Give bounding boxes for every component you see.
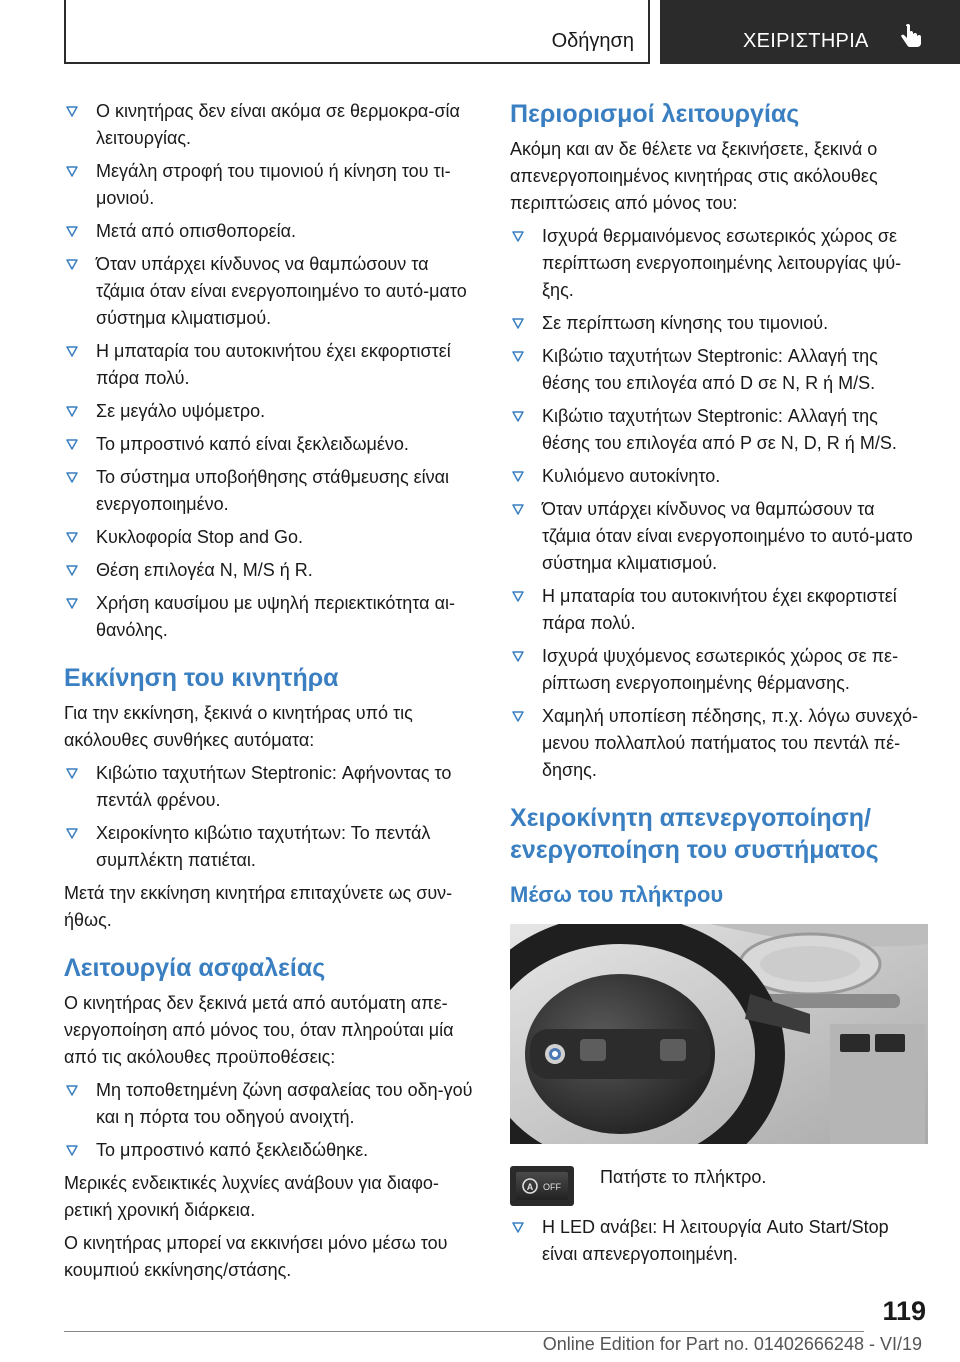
list-item-text: Η μπαταρία του αυτοκινήτου έχει εκφορτιστεί πάρα πολύ. [96,341,451,388]
list-item-text: Κιβώτιο ταχυτήτων Steptronic: Αλλαγή της θέσης του επιλογέα από P σε N, D, R ή M/S. [542,406,897,453]
list-item [510,463,928,490]
list-item [64,557,482,584]
triangle-bullet-icon [512,471,524,482]
list-item-text: Θέση επιλογέα N, M/S ή R. [96,560,313,580]
triangle-bullet-icon [512,231,524,242]
triangle-bullet-icon [66,1145,78,1156]
svg-text:A: A [526,1182,534,1192]
safety-para-2: Ο κινητήρας μπορεί να εκκινήσει μόνο μέσω του κουμπιού εκκίνησης/στάσης. [64,1233,448,1280]
manual-subheading: Μέσω του πλήκτρου [510,882,724,907]
list-item [510,343,928,397]
press-button-instruction: Πατήστε το πλήκτρο. [600,1167,767,1187]
list-item [64,760,482,814]
list-item-text: Το μπροστινό καπό ξεκλειδώθηκε. [96,1140,369,1160]
page-number: 119 [882,1296,926,1326]
list-item [64,158,482,212]
list-item [64,1137,482,1164]
engine-start-bullets [64,760,482,874]
safety-bullets [64,1077,482,1164]
triangle-bullet-icon [512,651,524,662]
list-item-text: Χειροκίνητο κιβώτιο ταχυτήτων: Το πεντάλ συμπλέκτη πατιέται. [96,823,431,870]
triangle-bullet-icon [66,439,78,450]
triangle-bullet-icon [66,565,78,576]
triangle-bullet-icon [66,166,78,177]
list-item-text: Σε περίπτωση κίνησης του τιμονιού. [542,313,829,333]
triangle-bullet-icon [66,346,78,357]
engine-start-after: Μετά την εκκίνηση κινητήρα επιταχύνετε ως συν-ήθως. [64,883,453,930]
steering-wheel-photo [510,924,928,1144]
limits-heading: Περιορισμοί λειτουργίας [510,100,800,128]
header-chapter-tab [660,0,960,64]
triangle-bullet-icon [512,351,524,362]
list-item-text: Κιβώτιο ταχυτήτων Steptronic: Αφήνοντας το πεντάλ φρένου. [96,763,452,810]
manual-bullets [510,1214,928,1268]
off-button-row [510,1166,928,1214]
safety-heading: Λειτουργία ασφαλείας [64,954,326,982]
engine-start-intro: Για την εκκίνηση, ξεκινά ο κινητήρας υπό τις ακόλουθες συνθήκες αυτόματα: [64,703,413,750]
list-item-text: Κυλιόμενο αυτοκίνητο. [542,466,721,486]
safety-para-1: Μερικές ενδεικτικές λυχνίες ανάβουν για διαφο-ρετική χρονική διάρκεια. [64,1173,439,1220]
list-item-text: Σε μεγάλο υψόμετρο. [96,401,266,421]
list-item [64,218,482,245]
triangle-bullet-icon [512,504,524,515]
triangle-bullet-icon [66,106,78,117]
safety-intro: Ο κινητήρας δεν ξεκινά μετά από αυτόματη απε-νεργοποίηση από μόνος του, όταν πληρούται μία από τις ακόλουθες προϋποθέσεις: [64,993,454,1067]
triangle-bullet-icon [66,472,78,483]
limits-intro: Ακόμη και αν δε θέλετε να ξεκινήσετε, ξεκινά ο απενεργοποιημένος κινητήρας στις ακόλουθες περιπτώσεις από μόνος του: [510,139,878,213]
list-item-text: Το σύστημα υποβοήθησης στάθμευσης είναι ενεργοποιημένο. [96,467,450,514]
footer-edition: Online Edition for Part no. 01402666248 - VI/19 [542,1334,922,1354]
list-item-text: Ο κινητήρας δεν είναι ακόμα σε θερμοκρα-σία λειτουργίας. [96,101,460,148]
list-item-text: Μετά από οπισθοπορεία. [96,221,297,241]
header-section-tab [64,0,650,64]
auto-start-stop-button[interactable] [510,1166,574,1206]
limits-bullets [510,223,928,784]
list-item [64,464,482,518]
header-chapter-label: ΧΕΙΡΙΣΤΗΡΙΑ [743,30,869,52]
list-item [64,398,482,425]
list-item-text: Η LED ανάβει: Η λειτουργία Auto Start/Stop είναι απενεργοποιημένη. [542,1217,889,1264]
triangle-bullet-icon [66,406,78,417]
list-item [510,1214,928,1268]
list-item [64,431,482,458]
steering-wheel-illustration [510,924,928,1144]
list-item [510,223,928,304]
list-item-text: Μη τοποθετημένη ζώνη ασφαλείας του οδη-γού και η πόρτα του οδηγού ανοιχτή. [96,1080,473,1127]
list-item [510,643,928,697]
triangle-bullet-icon [66,226,78,237]
triangle-bullet-icon [66,532,78,543]
list-item-text: Κιβώτιο ταχυτήτων Steptronic: Αλλαγή της θέσης του επιλογέα από D σε N, R ή M/S. [542,346,878,393]
list-item-text: Χαμηλή υποπίεση πέδησης, π.χ. λόγω συνεχό-μενου πολλαπλού πατήματος του πεντάλ πέ-δησης. [542,706,919,780]
list-item [64,98,482,152]
off-label: OFF [543,1182,561,1192]
list-item [510,703,928,784]
hand-pointer-icon [900,24,922,50]
triangle-bullet-icon [66,828,78,839]
list-item [64,338,482,392]
left-column [64,98,482,1290]
list-item [64,820,482,874]
list-item [510,496,928,577]
list-item [64,590,482,644]
manual-heading: Χειροκίνητη απενεργοποίηση/ ενεργοποίηση του συστήματος [510,804,879,864]
auto-start-stop-icon [516,1172,568,1200]
list-item [510,310,928,337]
triangle-bullet-icon [512,318,524,329]
header-section-label: Οδήγηση [551,30,634,52]
list-item-text: Ισχυρά θερμαινόμενος εσωτερικός χώρος σε περίπτωση ενεργοποιημένης λειτουργίας ψύ-ξης. [542,226,902,300]
triangle-bullet-icon [66,768,78,779]
list-item [64,1077,482,1131]
list-item-text: Μεγάλη στροφή του τιμονιού ή κίνηση του τι-μονιού. [96,161,451,208]
list-item-text: Χρήση καυσίμου με υψηλή περιεκτικότητα αι-θανόλης. [96,593,455,640]
triangle-bullet-icon [66,598,78,609]
triangle-bullet-icon [512,1222,524,1233]
list-item-text: Όταν υπάρχει κίνδυνος να θαμπώσουν τα τζάμια όταν είναι ενεργοποιημένο το αυτό-ματο σύστημα κλιματισμού. [96,254,467,328]
triangle-bullet-icon [512,591,524,602]
list-item-text: Το μπροστινό καπό είναι ξεκλειδωμένο. [96,434,409,454]
list-item [64,251,482,332]
triangle-bullet-icon [512,411,524,422]
triangle-bullet-icon [66,1085,78,1096]
list-item-text: Η μπαταρία του αυτοκινήτου έχει εκφορτιστεί πάρα πολύ. [542,586,897,633]
list-item [510,583,928,637]
list-item [510,403,928,457]
list-item-text: Όταν υπάρχει κίνδυνος να θαμπώσουν τα τζάμια όταν είναι ενεργοποιημένο το αυτό-ματο σύστημα κλιματισμού. [542,499,913,573]
triangle-bullet-icon [66,259,78,270]
left-bullet-list [64,98,482,644]
triangle-bullet-icon [512,711,524,722]
right-column [510,98,928,1274]
list-item [64,524,482,551]
list-item-text: Κυκλοφορία Stop and Go. [96,527,303,547]
engine-start-heading: Εκκίνηση του κινητήρα [64,664,339,692]
footer-divider [64,1331,864,1332]
list-item-text: Ισχυρά ψυχόμενος εσωτερικός χώρος σε πε-ρίπτωση ενεργοποιημένης θέρμανσης. [542,646,899,693]
